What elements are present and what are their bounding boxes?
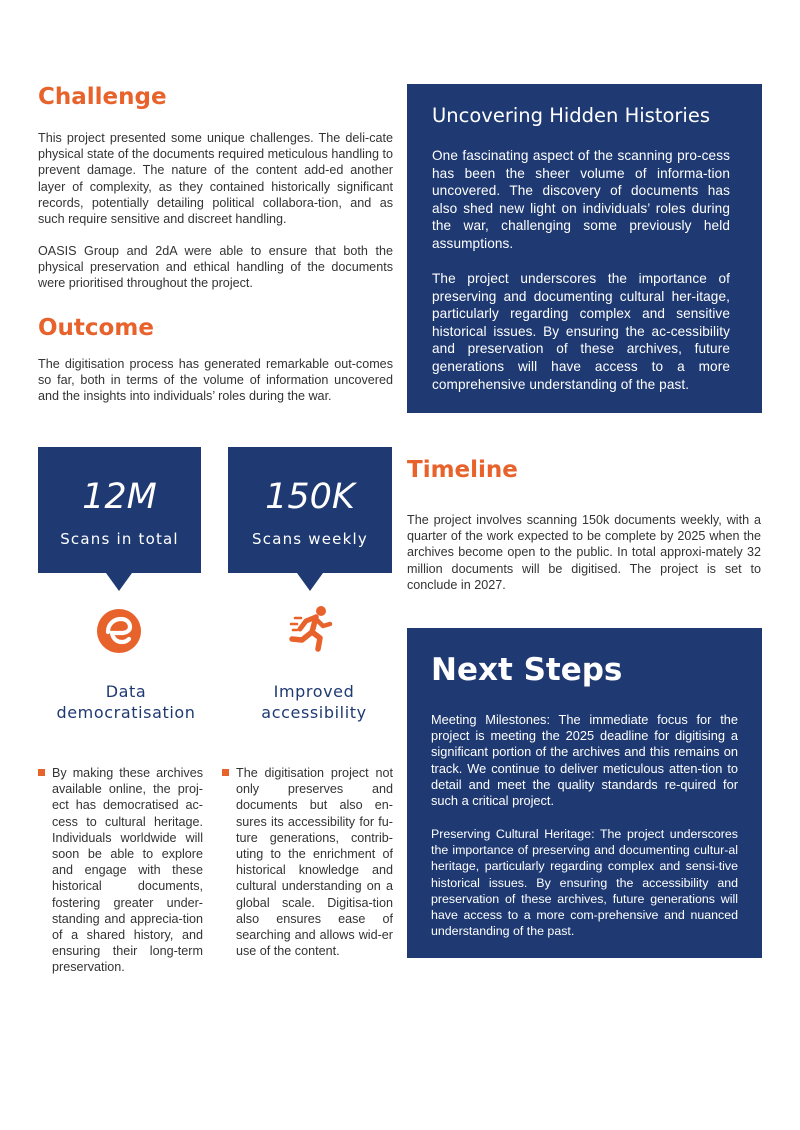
feature-bullet-democratisation: By making these archives available online, the proj-ect has democratised ac-cess to cultural heritage. Individuals worldwide will soon be able to explore and engage with these historical documents, fostering greater under-standing and apprecia-tion of a shared history, and ensuring their long-term preservation. [52,766,203,975]
hidden-histories-heading: Uncovering Hidden Histories [432,104,710,127]
timeline-paragraph: The project involves scanning 150k documents weekly, with a quarter of the work expected to be complete by 2025 when the archives become open to the public. In total approxi-mately 32 million documents will be digitised. The project is set to conclude in 2027. [407,513,761,592]
e-logo-icon [96,608,142,654]
feature-bullet-accessibility: The digitisation project not only preserves and documents but also en-sures its accessibility for fu-ture generations, contrib-uting to the enrichment of historical knowledge and cultural understanding on a global scale. Digitisa-tion also ensures ease of searching and allows wid-er use of the content. [236,766,393,959]
challenge-heading: Challenge [38,84,167,110]
outcome-heading: Outcome [38,315,154,341]
stat-card-total [38,447,201,573]
feature-caption-line: Data [105,682,147,701]
stat-value-weekly: 150K [265,477,355,517]
stat-label-weekly: Scans weekly [252,530,368,548]
stat-pointer [106,573,132,591]
running-person-icon [287,604,335,654]
next-steps-panel [407,628,762,958]
feature-caption-line: democratisation [56,703,196,722]
stat-pointer [297,573,323,591]
next-steps-paragraph-1: Meeting Milestones: The immediate focus for the project is meeting the 2025 deadline for digitising a significant portion of the archives and this remains on track. We continue to deliver meticulous atten-tion to detail and meet the quality standards re-quired for such a critical project. [431,712,738,809]
challenge-paragraph-1: This project presented some unique challenges. The deli-cate physical state of the documents required meticulous handling to prevent damage. The nature of the content add-ed another layer of complexity, as they contained historically significant records, potentially detailing political collabora-tion, and as such require sensitive and discreet handling. [38,131,393,227]
hidden-histories-panel [407,84,762,413]
hidden-histories-paragraph-2: The project underscores the importance of preserving and documenting cultural her-itage, particularly regarding complex and sensitive historical issues. By ensuring the ac-cessibility and preservation of these archives, future generations will have access to a more comprehensive understanding of the past. [432,271,730,392]
stat-value-total: 12M [82,477,157,517]
feature-caption-line: Improved [273,682,355,701]
challenge-paragraph-2: OASIS Group and 2dA were able to ensure that both the physical preservation and ethical handling of the documents were prioritised throughout the project. [38,244,393,291]
hidden-histories-paragraph-1: One fascinating aspect of the scanning pro-cess has been the sheer volume of informa-tion uncovered. The discovery of documents has also shed new light on individuals’ roles during the war, challenging some previously held assumptions. [432,148,730,251]
outcome-paragraph: The digitisation process has generated remarkable out-comes so far, both in terms of the volume of information uncovered and the insights into individuals’ roles during the war. [38,357,393,404]
stat-card-weekly [228,447,392,573]
feature-caption-democratisation [38,681,214,723]
stat-label-total: Scans in total [60,530,179,548]
feature-caption-accessibility [228,681,400,723]
next-steps-heading: Next Steps [431,652,623,688]
next-steps-paragraph-2: Preserving Cultural Heritage: The project underscores the importance of preserving and documenting cultur-al heritage, particularly regarding complex and sensi-tive historical issues. By ensuring the accessibility and preservation of these archives, future generations will have access to a more com-prehensive and nuanced understanding of the past. [431,827,738,939]
bullet-marker [222,769,229,776]
timeline-heading: Timeline [407,457,518,483]
feature-caption-line: accessibility [261,703,367,722]
bullet-marker [38,769,45,776]
